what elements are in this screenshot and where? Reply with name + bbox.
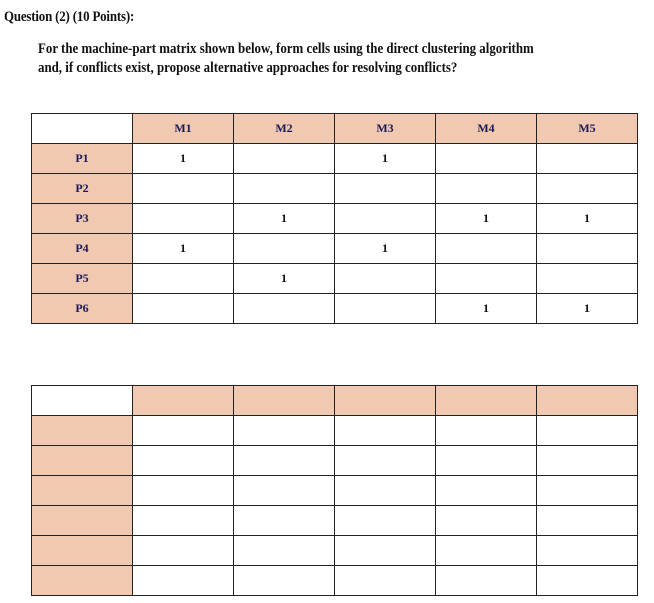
matrix-row (32, 174, 638, 204)
answer-cell (335, 416, 436, 446)
matrix-cell: 1 (234, 204, 335, 234)
question-prompt (38, 40, 534, 78)
answer-cell (537, 476, 638, 506)
matrix-cell (537, 234, 638, 264)
row-header: P4 (32, 234, 133, 264)
column-header: M4 (436, 114, 537, 144)
matrix-cell (537, 264, 638, 294)
matrix-corner-cell (32, 114, 133, 144)
answer-row-header (32, 416, 133, 446)
answer-cell (234, 506, 335, 536)
matrix-cell (436, 144, 537, 174)
answer-row (32, 476, 638, 506)
answer-cell (436, 476, 537, 506)
matrix-header-row (32, 114, 638, 144)
answer-cell (133, 446, 234, 476)
column-header: M5 (537, 114, 638, 144)
answer-cell (537, 536, 638, 566)
answer-row (32, 446, 638, 476)
matrix-row (32, 294, 638, 324)
column-header: M1 (133, 114, 234, 144)
matrix-cell: 1 (436, 294, 537, 324)
matrix-cell (133, 174, 234, 204)
matrix-row (32, 234, 638, 264)
matrix-cell (436, 234, 537, 264)
matrix-cell: 1 (436, 204, 537, 234)
matrix-cell (234, 144, 335, 174)
matrix-cell (335, 294, 436, 324)
row-header: P2 (32, 174, 133, 204)
prompt-line-1: For the machine-part matrix shown below, form cells using the direct clustering algorithm (38, 41, 534, 57)
answer-cell (436, 536, 537, 566)
answer-cell (537, 506, 638, 536)
matrix-cell: 1 (537, 204, 638, 234)
question-title: Question (2) (10 Points): (4, 9, 135, 25)
answer-cell (436, 416, 537, 446)
answer-matrix (31, 385, 638, 596)
answer-cell (335, 476, 436, 506)
answer-column-header (335, 386, 436, 416)
column-header: M2 (234, 114, 335, 144)
answer-column-header (234, 386, 335, 416)
answer-cell (234, 416, 335, 446)
answer-cell (234, 566, 335, 596)
matrix-cell (436, 264, 537, 294)
matrix-cell (234, 174, 335, 204)
answer-row-header (32, 446, 133, 476)
matrix-cell (335, 174, 436, 204)
answer-cell (436, 446, 537, 476)
matrix-cell (436, 174, 537, 204)
answer-cell (335, 536, 436, 566)
matrix-row (32, 264, 638, 294)
matrix-cell (335, 204, 436, 234)
answer-row-header (32, 536, 133, 566)
prompt-line-2: and, if conflicts exist, propose alternative approaches for resolving conflicts? (38, 60, 458, 76)
matrix-row (32, 204, 638, 234)
answer-cell (234, 476, 335, 506)
matrix-cell: 1 (133, 144, 234, 174)
matrix-cell (537, 144, 638, 174)
answer-cell (436, 566, 537, 596)
answer-row (32, 506, 638, 536)
answer-cell (234, 536, 335, 566)
row-header: P3 (32, 204, 133, 234)
matrix-cell (335, 264, 436, 294)
answer-cell (133, 476, 234, 506)
answer-row-header (32, 476, 133, 506)
answer-row (32, 536, 638, 566)
answer-cell (436, 506, 537, 536)
matrix-cell: 1 (133, 234, 234, 264)
answer-cell (133, 506, 234, 536)
row-header: P1 (32, 144, 133, 174)
answer-header-row (32, 386, 638, 416)
answer-cell (335, 446, 436, 476)
answer-cell (335, 506, 436, 536)
machine-part-matrix (31, 113, 638, 324)
matrix-cell: 1 (335, 144, 436, 174)
answer-column-header (436, 386, 537, 416)
matrix-cell (133, 264, 234, 294)
answer-cell (537, 416, 638, 446)
column-header: M3 (335, 114, 436, 144)
matrix-cell (234, 234, 335, 264)
answer-row (32, 566, 638, 596)
answer-row-header (32, 566, 133, 596)
answer-cell (537, 446, 638, 476)
answer-corner-cell (32, 386, 133, 416)
matrix-cell: 1 (335, 234, 436, 264)
answer-column-header (133, 386, 234, 416)
answer-cell (335, 566, 436, 596)
matrix-cell (133, 294, 234, 324)
matrix-cell: 1 (234, 264, 335, 294)
row-header: P5 (32, 264, 133, 294)
row-header: P6 (32, 294, 133, 324)
matrix-cell: 1 (537, 294, 638, 324)
answer-cell (234, 446, 335, 476)
matrix-cell (537, 174, 638, 204)
answer-cell (133, 416, 234, 446)
answer-cell (133, 536, 234, 566)
matrix-cell (133, 204, 234, 234)
matrix-row (32, 144, 638, 174)
answer-column-header (537, 386, 638, 416)
answer-cell (537, 566, 638, 596)
answer-cell (133, 566, 234, 596)
answer-row (32, 416, 638, 446)
matrix-cell (234, 294, 335, 324)
answer-row-header (32, 506, 133, 536)
